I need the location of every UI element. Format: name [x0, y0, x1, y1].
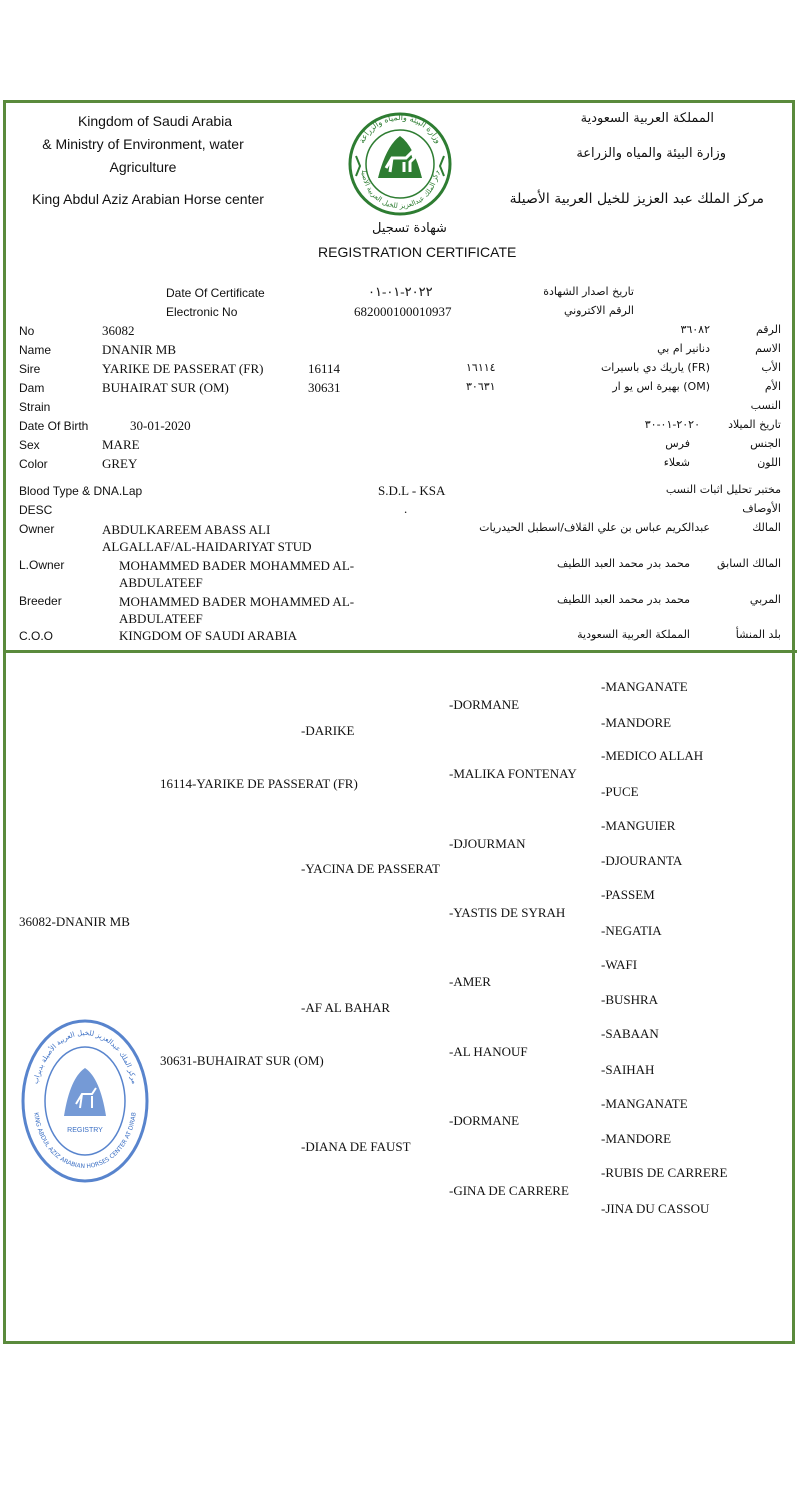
- dam-label: Dam: [19, 381, 45, 395]
- electronic-label: Electronic No: [166, 305, 238, 319]
- ministry-logo: [346, 106, 454, 220]
- color-label-ar: اللون: [757, 456, 781, 469]
- svg-text:مركز الملك عبدالعزيز للخيل الع: مركز الملك عبدالعزيز للخيل العربية الأصيلة بديراب: [31, 1028, 139, 1085]
- pedigree-sire: 16114-YARIKE DE PASSERAT (FR): [160, 776, 358, 791]
- pedigree-gen4-10: -BUSHRA: [601, 992, 659, 1007]
- svg-text:مركز الملك عبدالعزيز للخيل الع: ركز الملك عبدالعزيز للخيل العربية الأصيلة: [359, 170, 441, 211]
- svg-text:REGISTRY: REGISTRY: [67, 1127, 103, 1134]
- sire-label-ar: الأب: [761, 361, 781, 374]
- pedigree-gen2-2: -YACINA DE PASSERAT: [301, 861, 440, 876]
- pedigree-gen4-3: -MEDICO ALLAH: [601, 748, 704, 763]
- lowner-label-ar: المالك السابق: [716, 557, 781, 570]
- date-label-ar: تاريخ اصدار الشهادة: [543, 285, 634, 298]
- pedigree-gen4-15: -RUBIS DE CARRERE: [601, 1165, 728, 1180]
- pedigree-gen3-4: -YASTIS DE SYRAH: [449, 905, 566, 920]
- sire-number: 16114: [308, 361, 341, 376]
- sire-label: Sire: [19, 362, 41, 376]
- no-label-ar: الرقم: [755, 323, 781, 336]
- header-ar-line2: وزارة البيئة والمياه والزراعة: [576, 146, 726, 161]
- strain-label: Strain: [19, 400, 51, 414]
- pedigree-gen3-1: -DORMANE: [449, 697, 520, 712]
- sex-label-ar: الجنس: [750, 437, 781, 450]
- coo-value: KINGDOM OF SAUDI ARABIA: [119, 628, 298, 643]
- svg-text:KING ABDUL AZIZ ARABIAN HORSES: KING ABDUL AZIZ ARABIAN HORSES CENTER AT DIRAB: [32, 1111, 138, 1171]
- pedigree-gen4-7: -PASSEM: [601, 887, 655, 902]
- coo-label-ar: بلد المنشأ: [735, 628, 781, 641]
- pedigree-gen4-11: -SABAAN: [601, 1026, 659, 1041]
- dob-value: 30-01-2020: [130, 418, 191, 433]
- date-value: ٢٠٢٢-٠١-٠١: [368, 284, 433, 299]
- sex-value: MARE: [102, 437, 140, 452]
- dam-value-ar: (OM) بهيرة اس يو ار: [612, 380, 710, 393]
- registry-stamp: [20, 1018, 150, 1184]
- dam-number: 30631: [308, 380, 341, 395]
- dob-label: Date Of Birth: [19, 419, 89, 433]
- desc-label-ar: الأوصاف: [742, 502, 781, 515]
- strain-label-ar: النسب: [750, 399, 781, 412]
- pedigree-gen4-16: -JINA DU CASSOU: [601, 1201, 710, 1216]
- pedigree-subject: 36082-DNANIR MB: [19, 914, 130, 929]
- pedigree-gen2-3: -AF AL BAHAR: [301, 1000, 391, 1015]
- date-label: Date Of Certificate: [166, 286, 265, 300]
- dam-value: BUHAIRAT SUR (OM): [102, 380, 229, 395]
- owner-label: Owner: [19, 522, 55, 536]
- no-value-ar: ٣٦٠٨٢: [680, 323, 710, 336]
- blood-label-ar: مختبر تحليل اثبات النسب: [665, 483, 781, 496]
- pedigree-gen4-12: -SAIHAH: [601, 1062, 655, 1077]
- pedigree-gen3-3: -DJOURMAN: [449, 836, 526, 851]
- pedigree-gen4-6: -DJOURANTA: [601, 853, 683, 868]
- no-label: No: [19, 324, 35, 338]
- header-en-line2: & Ministry of Environment, water: [42, 136, 244, 152]
- pedigree-gen2-4: -DIANA DE FAUST: [301, 1139, 411, 1154]
- pedigree-gen4-13: -MANGANATE: [601, 1096, 688, 1111]
- sire-value: YARIKE DE PASSERAT (FR): [102, 361, 264, 376]
- lowner-value: MOHAMMED BADER MOHAMMED AL-ABDULATEEF: [119, 558, 355, 590]
- header-ar-center: مركز الملك عبد العزيز للخيل العربية الأصيلة: [509, 191, 764, 207]
- name-value: DNANIR MB: [102, 342, 177, 357]
- pedigree-gen4-14: -MANDORE: [601, 1131, 672, 1146]
- pedigree-gen3-7: -DORMANE: [449, 1113, 520, 1128]
- desc-value: .: [404, 501, 408, 516]
- electronic-value: 682000100010937: [354, 304, 452, 319]
- pedigree-gen4-4: -PUCE: [601, 784, 639, 799]
- cert-title-en: REGISTRATION CERTIFICATE: [318, 244, 517, 260]
- color-value: GREY: [102, 456, 138, 471]
- no-value: 36082: [102, 323, 135, 338]
- pedigree-gen4-2: -MANDORE: [601, 715, 672, 730]
- dam-number-ar: ٣٠٦٣١: [466, 380, 496, 393]
- blood-label: Blood Type & DNA.Lap: [19, 484, 143, 498]
- breeder-value-ar: محمد بدر محمد العبد اللطيف: [557, 593, 690, 606]
- color-value-ar: شعلاء: [663, 456, 690, 469]
- owner-value-ar: عبدالكريم عباس بن علي القلاف/اسطبل الحيدريات: [479, 521, 710, 534]
- blood-value: S.D.L - KSA: [378, 483, 446, 498]
- header-en-line1: Kingdom of Saudi Arabia: [77, 113, 233, 129]
- pedigree-gen3-5: -AMER: [449, 974, 491, 989]
- sire-value-ar: (FR) ياريك دي باسيرات: [600, 361, 710, 374]
- electronic-label-ar: الرقم الاكتروني: [563, 304, 634, 317]
- section-divider: [3, 650, 797, 653]
- sex-label: Sex: [19, 438, 40, 452]
- dob-value-ar: ٢٠٢٠-٠١-٣٠: [644, 418, 700, 431]
- cert-title-ar: شهادة تسجيل: [372, 221, 447, 236]
- coo-label: C.O.O: [19, 629, 54, 643]
- owner-label-ar: المالك: [752, 521, 781, 534]
- pedigree-gen4-8: -NEGATIA: [601, 923, 662, 938]
- lowner-value-ar: محمد بدر محمد العبد اللطيف: [557, 557, 690, 570]
- name-value-ar: دنانير ام بي: [657, 342, 710, 355]
- pedigree-gen3-8: -GINA DE CARRERE: [449, 1183, 569, 1198]
- pedigree-gen2-1: -DARIKE: [301, 723, 355, 738]
- pedigree-gen3-2: -MALIKA FONTENAY: [449, 766, 577, 781]
- pedigree-gen3-6: -AL HANOUF: [449, 1044, 528, 1059]
- owner-value: ABDULKAREEM ABASS ALI ALGALLAF/AL-HAIDARIYAT STUD: [102, 522, 312, 554]
- name-label: Name: [19, 343, 52, 357]
- color-label: Color: [19, 457, 48, 471]
- sex-value-ar: فرس: [665, 437, 690, 450]
- name-label-ar: الاسم: [755, 342, 781, 355]
- breeder-label: Breeder: [19, 594, 62, 608]
- breeder-value: MOHAMMED BADER MOHAMMED AL-ABDULATEEF: [119, 594, 355, 626]
- sire-number-ar: ١٦١١٤: [466, 361, 496, 374]
- pedigree-gen4-5: -MANGUIER: [601, 818, 676, 833]
- dob-label-ar: تاريخ الميلاد: [728, 418, 781, 431]
- dam-label-ar: الأم: [764, 380, 781, 393]
- pedigree-gen4-9: -WAFI: [601, 957, 638, 972]
- header-ar-line1: المملكة العربية السعودية: [580, 111, 714, 126]
- header-en-center: King Abdul Aziz Arabian Horse center: [32, 191, 264, 207]
- breeder-label-ar: المربي: [749, 593, 781, 606]
- coo-value-ar: المملكة العربية السعودية: [577, 628, 690, 641]
- pedigree-gen4-1: -MANGANATE: [601, 679, 688, 694]
- desc-label: DESC: [19, 503, 53, 517]
- lowner-label: L.Owner: [19, 558, 65, 572]
- header-en-line3: Agriculture: [109, 159, 177, 175]
- pedigree-dam: 30631-BUHAIRAT SUR (OM): [160, 1053, 324, 1068]
- svg-text:وزارة البيئة والمياه والزراعة: وزارة البيئة والمياه والزراعة: [357, 112, 443, 145]
